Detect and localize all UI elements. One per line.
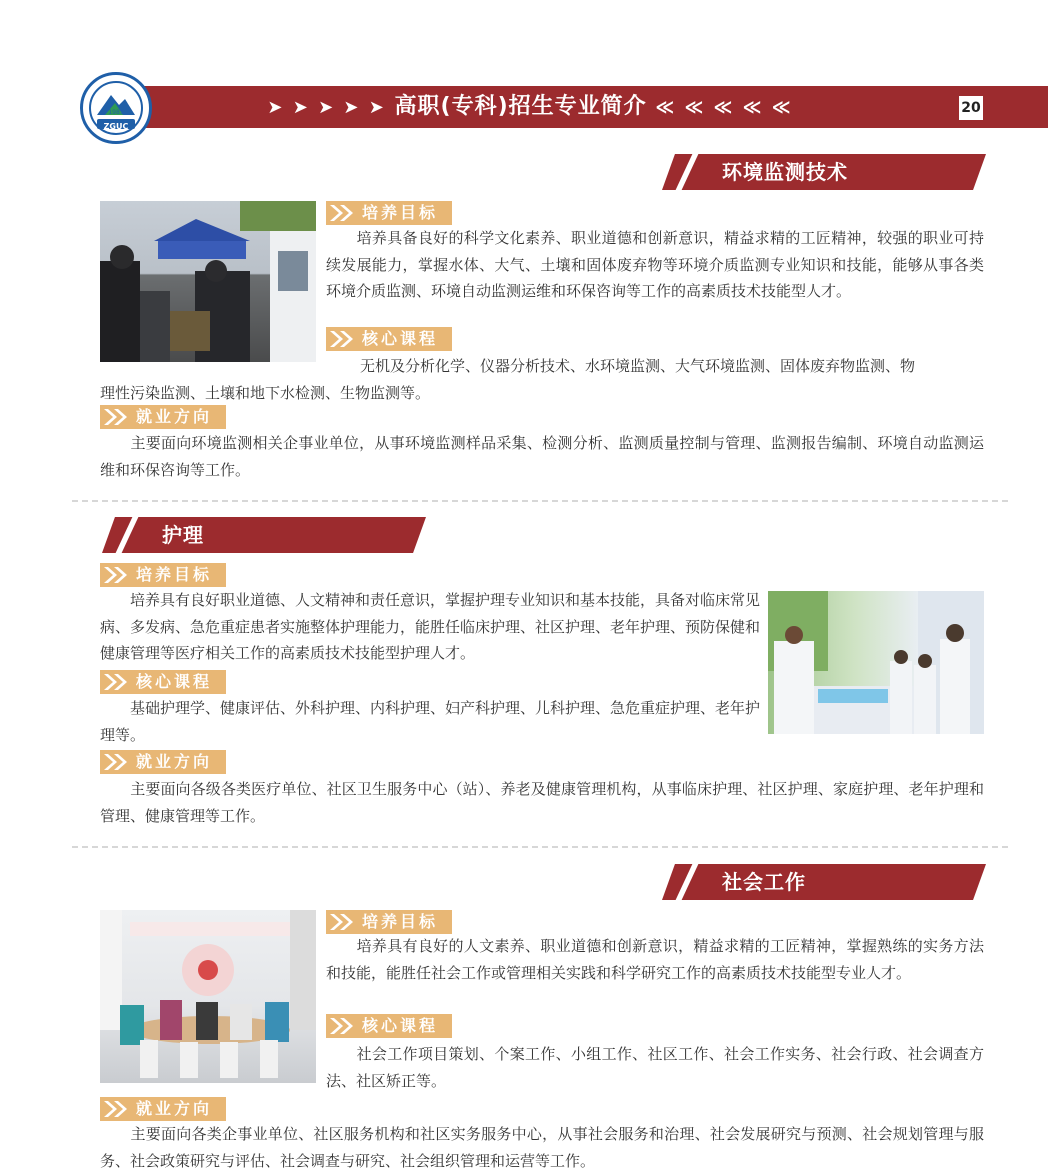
nursing-career-text: 主要面向各级各类医疗单位、社区卫生服务中心（站）、养老及健康管理机构，从事临床护理、社区护理、家庭护理、老年护理和管理、健康管理等工作。 (100, 780, 984, 825)
social-work-goal-text: 培养具有良好的人文素养、职业道德和创新意识，精益求精的工匠精神，掌握熟练的实务方法和技能，能胜任社会工作或管理相关实践和科学研究工作的高素质技术技能型专业人才。 (326, 937, 984, 982)
double-chevron-icon (330, 205, 356, 221)
double-chevron-icon (104, 409, 130, 425)
school-emblem-icon (83, 75, 149, 141)
page-title (250, 86, 810, 128)
env-monitoring-photo (100, 201, 316, 362)
tag-career-env: 就业方向 (100, 405, 226, 429)
major-name: 社会工作 (722, 870, 806, 894)
double-chevron-icon (104, 567, 130, 583)
tag-courses-env: 核心课程 (326, 327, 452, 351)
section-divider (72, 500, 1008, 502)
tag-courses-social-work: 核心课程 (326, 1014, 452, 1038)
double-chevron-icon (330, 331, 356, 347)
env-courses-line2: 理性污染监测、土壤和地下水检测、生物监测等。 (100, 384, 431, 402)
double-chevron-icon (330, 1018, 356, 1034)
major-name: 护理 (162, 523, 204, 547)
arrows-right: ≪ ≪ ≪ ≪ ≪ (655, 97, 793, 118)
page-title-text: 高职(专科)招生专业简介 (394, 94, 647, 119)
social-work-photo (100, 910, 316, 1083)
double-chevron-icon (330, 914, 356, 930)
nursing-courses-text: 基础护理学、健康评估、外科护理、内科护理、妇产科护理、儿科护理、急危重症护理、老年护理等。 (100, 699, 761, 744)
school-logo (80, 72, 152, 144)
major-banner-nursing (102, 517, 426, 553)
logo-year: 1983 (108, 109, 124, 116)
double-chevron-icon (104, 754, 130, 770)
nursing-goal-text: 培养具有良好职业道德、人文精神和责任意识，掌握护理专业知识和基本技能，具备对临床常见病、多发病、急危重症患者实施整体护理能力，能胜任临床护理、社区护理、老年护理、预防保健和健康管理等医疗相关工作的高素质技术技能型护理人才。 (100, 591, 761, 662)
tag-goal-social-work: 培养目标 (326, 910, 452, 934)
tag-goal-env: 培养目标 (326, 201, 452, 225)
social-work-courses-text: 社会工作项目策划、个案工作、小组工作、社区工作、社会工作实务、社会行政、社会调查方法、社区矫正等。 (326, 1045, 984, 1090)
tag-courses-nursing: 核心课程 (100, 670, 226, 694)
major-banner-social-work (662, 864, 986, 900)
tag-career-social-work: 就业方向 (100, 1097, 226, 1121)
tag-career-nursing: 就业方向 (100, 750, 226, 774)
double-chevron-icon (104, 1101, 130, 1117)
double-chevron-icon (104, 674, 130, 690)
major-name: 环境监测技术 (722, 160, 848, 184)
social-work-career-text: 主要面向各类企事业单位、社区服务机构和社区实务服务中心，从事社会服务和治理、社会发展研究与预测、社会规划管理与服务、社会政策研究与评估、社会调查与研究、社会组织管理和运营等工作。 (100, 1125, 984, 1170)
logo-abbr: ZGUC (103, 122, 129, 131)
tag-goal-nursing: 培养目标 (100, 563, 226, 587)
major-banner-env (662, 154, 986, 190)
env-career-text: 主要面向环境监测相关企事业单位，从事环境监测样品采集、检测分析、监测质量控制与管理、监测报告编制、环境自动监测运维和环保咨询等工作。 (100, 434, 984, 479)
page-number: 20 (959, 96, 983, 120)
section-divider (72, 846, 1008, 848)
arrows-left: ➤ ➤ ➤ ➤ ➤ (267, 97, 386, 118)
env-courses-line1: 无机及分析化学、仪器分析技术、水环境监测、大气环境监测、固体废弃物监测、物 (360, 357, 916, 375)
nursing-photo (768, 591, 984, 734)
env-goal-text: 培养具备良好的科学文化素养、职业道德和创新意识，精益求精的工匠精神，较强的职业可持续发展能力，掌握水体、大气、土壤和固体废弃物等环境介质监测专业知识和技能，能够从事各类环境介质监测、环境自动监测运维和环保咨询等工作的高素质技术技能型人才。 (326, 229, 984, 300)
